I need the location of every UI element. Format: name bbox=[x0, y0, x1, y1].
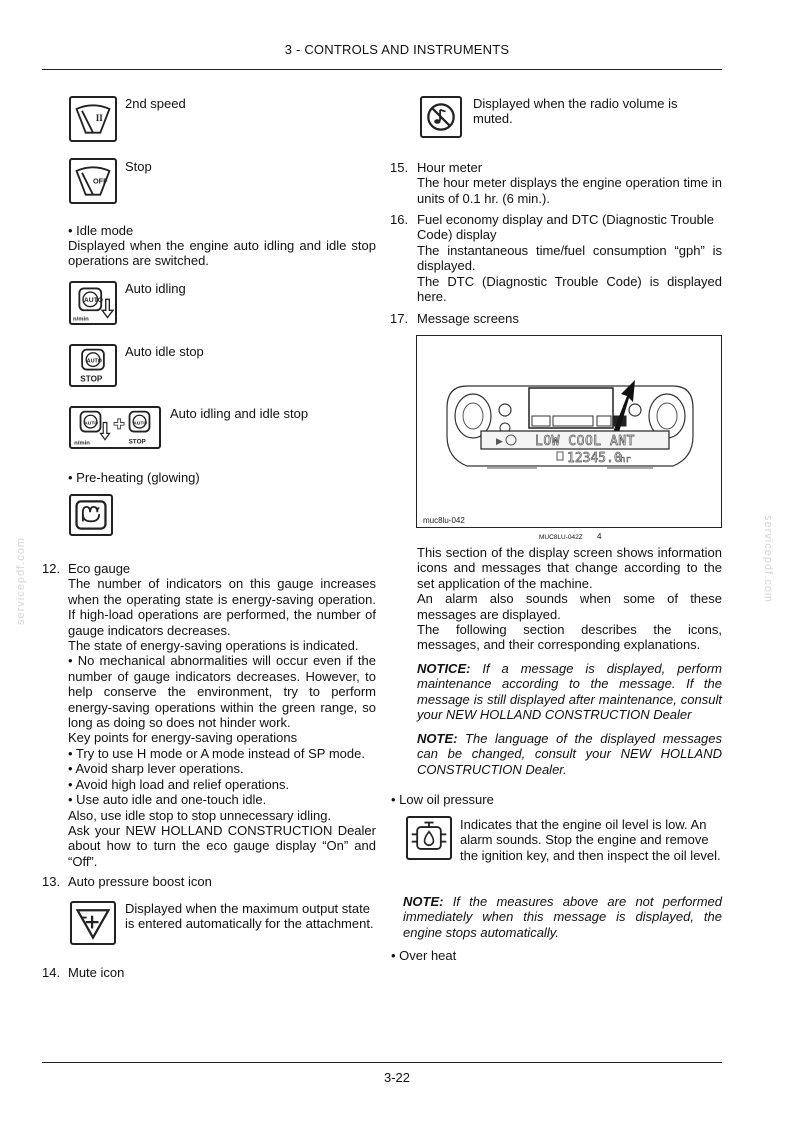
item12-p5: • Try to use H mode or A mode instead of SP mode. bbox=[68, 745, 365, 761]
message-text: LOW COOL ANT bbox=[535, 434, 635, 449]
item12-p8: • Use auto idle and one-touch idle. bbox=[68, 792, 267, 808]
svg-text:AUTO: AUTO bbox=[83, 297, 104, 305]
svg-text:AUTO: AUTO bbox=[86, 358, 102, 365]
watermark-right: servicepdf.com bbox=[762, 515, 774, 603]
footer-rule bbox=[42, 1062, 722, 1063]
message-screen-figure bbox=[416, 335, 722, 528]
figure-caption-num: 4 bbox=[597, 532, 602, 541]
idle-mode-desc: Displayed when the engine auto idling and idle stop operations are switched. bbox=[68, 238, 376, 269]
item15-block bbox=[417, 160, 722, 206]
item16-number: 16. bbox=[390, 212, 409, 227]
wiper-2nd-speed-icon bbox=[69, 96, 117, 142]
section-desc-p3: The following section describes the icons, messages, and their corresponding explanations. bbox=[417, 622, 722, 653]
header-rule bbox=[42, 69, 722, 70]
page-number: 3-22 bbox=[383, 1070, 411, 1085]
item12-p2: The state of energy-saving operations is indicated. bbox=[68, 638, 359, 654]
item15-title: Hour meter bbox=[417, 160, 483, 175]
preheat-bullet: • Pre-heating (glowing) bbox=[68, 470, 200, 485]
figure-caption-code: MUC8LU-042Z bbox=[539, 534, 583, 541]
item17-title: Message screens bbox=[417, 311, 519, 326]
item12-p10: Ask your NEW HOLLAND CONSTRUCTION Dealer about how to turn the eco gauge display “On” and “Off”. bbox=[68, 822, 376, 869]
item16-block bbox=[417, 212, 722, 304]
item12-p4: Key points for energy-saving operations bbox=[68, 730, 298, 746]
notice-message-maintenance: NOTICE: If a message is displayed, perform maintenance according to the message. If the message is still displayed after maintenance, consult your NEW HOLLAND CONSTRUCTION Dealer bbox=[417, 661, 722, 723]
svg-text:STOP: STOP bbox=[128, 438, 146, 446]
svg-text:OFF: OFF bbox=[93, 176, 108, 186]
svg-text:II: II bbox=[95, 112, 103, 123]
svg-text:n/min: n/min bbox=[74, 440, 90, 447]
svg-text:AUTO: AUTO bbox=[84, 420, 99, 427]
figure-label: muc8lu-042 bbox=[423, 516, 465, 525]
hour-meter-unit: hr bbox=[620, 455, 631, 465]
item14-number: 14. bbox=[42, 965, 61, 980]
pressure-boost-icon bbox=[70, 901, 116, 945]
section-description bbox=[417, 545, 722, 653]
engine-oil-pressure-icon bbox=[406, 816, 452, 860]
svg-text:n/min: n/min bbox=[73, 316, 89, 323]
page-header: 3 - CONTROLS AND INSTRUMENTS bbox=[284, 42, 510, 57]
item12-p9: Also, use idle stop to stop unnecessary idling. bbox=[68, 807, 332, 823]
item16-p1: The instantaneous time/fuel consumption “gph” is displayed. bbox=[417, 242, 722, 274]
item17-number: 17. bbox=[390, 311, 409, 326]
item13-number: 13. bbox=[42, 874, 61, 889]
auto-idling-icon bbox=[69, 281, 117, 325]
hour-meter-value: 12345.0 bbox=[567, 451, 622, 466]
over-heat-bullet: • Over heat bbox=[391, 948, 457, 963]
wiper-stop-label: Stop bbox=[125, 159, 152, 174]
svg-text:AUTO: AUTO bbox=[133, 420, 148, 427]
item12-p1: The number of indicators on this gauge increases when the operating state is energy-saving operation. If high-load operations are performed, the number of gauge indicators decreases. bbox=[68, 576, 376, 638]
item16-p2: The DTC (Diagnostic Trouble Code) is displayed here. bbox=[417, 273, 722, 305]
auto-idling-and-stop-icon bbox=[69, 406, 161, 449]
section-desc-p1: This section of the display screen shows information icons and messages that change according to the set application of the machine. bbox=[417, 545, 722, 591]
wiper-off-icon bbox=[69, 158, 117, 204]
item12-p7: • Avoid high load and relief operations. bbox=[68, 776, 290, 792]
idle-mode-bullet: • Idle mode bbox=[68, 223, 134, 238]
item12-title: Eco gauge bbox=[68, 561, 131, 576]
note-language: NOTE: The language of the displayed messages can be changed, consult your NEW HOLLAND CONSTRUCTION Dealer. bbox=[417, 731, 722, 777]
wiper-2nd-speed-label: 2nd speed bbox=[125, 96, 186, 111]
item12-number: 12. bbox=[42, 561, 61, 576]
item15-number: 15. bbox=[390, 160, 409, 175]
auto-idling-label: Auto idling bbox=[125, 281, 186, 296]
watermark-left: servicepdf.com bbox=[15, 537, 27, 625]
item12-p3: • No mechanical abnormalities will occur even if the number of gauge indicators decreases. However, to help conserve the environment, try to perform energy-saving operations within the green range, so long as doing so does not hinder work. bbox=[68, 653, 376, 731]
item13-title: Auto pressure boost icon bbox=[68, 874, 212, 889]
auto-idle-stop-icon bbox=[69, 344, 117, 387]
item12-block bbox=[68, 561, 376, 869]
note-engine-stops: NOTE: If the measures above are not performed immediately when this message is displayed, the engine stops automatically. bbox=[403, 894, 722, 940]
glow-plug-icon bbox=[69, 494, 113, 536]
svg-text:STOP: STOP bbox=[80, 374, 103, 384]
item14-title: Mute icon bbox=[68, 965, 125, 980]
low-oil-desc: Indicates that the engine oil level is low. An alarm sounds. Stop the engine and remove the ignition key, and then inspect the oil level. bbox=[460, 817, 721, 863]
mute-icon bbox=[420, 96, 462, 138]
mute-desc: Displayed when the radio volume is muted. bbox=[473, 96, 678, 127]
section-desc-p2: An alarm also sounds when some of these messages are displayed. bbox=[417, 591, 722, 622]
item15-desc: The hour meter displays the engine operation time in units of 0.1 hr. (6 min.). bbox=[417, 175, 722, 206]
low-oil-bullet: • Low oil pressure bbox=[391, 792, 494, 807]
auto-idle-stop-label: Auto idle stop bbox=[125, 344, 204, 359]
item12-p6: • Avoid sharp lever operations. bbox=[68, 761, 244, 777]
auto-idling-and-stop-label: Auto idling and idle stop bbox=[170, 406, 309, 421]
svg-text:▶: ▶ bbox=[496, 437, 503, 447]
item16-title: Fuel economy display and DTC (Diagnostic Trouble Code) display bbox=[417, 212, 714, 243]
item13-desc: Displayed when the maximum output state is entered automatically for the attachment. bbox=[125, 901, 374, 932]
